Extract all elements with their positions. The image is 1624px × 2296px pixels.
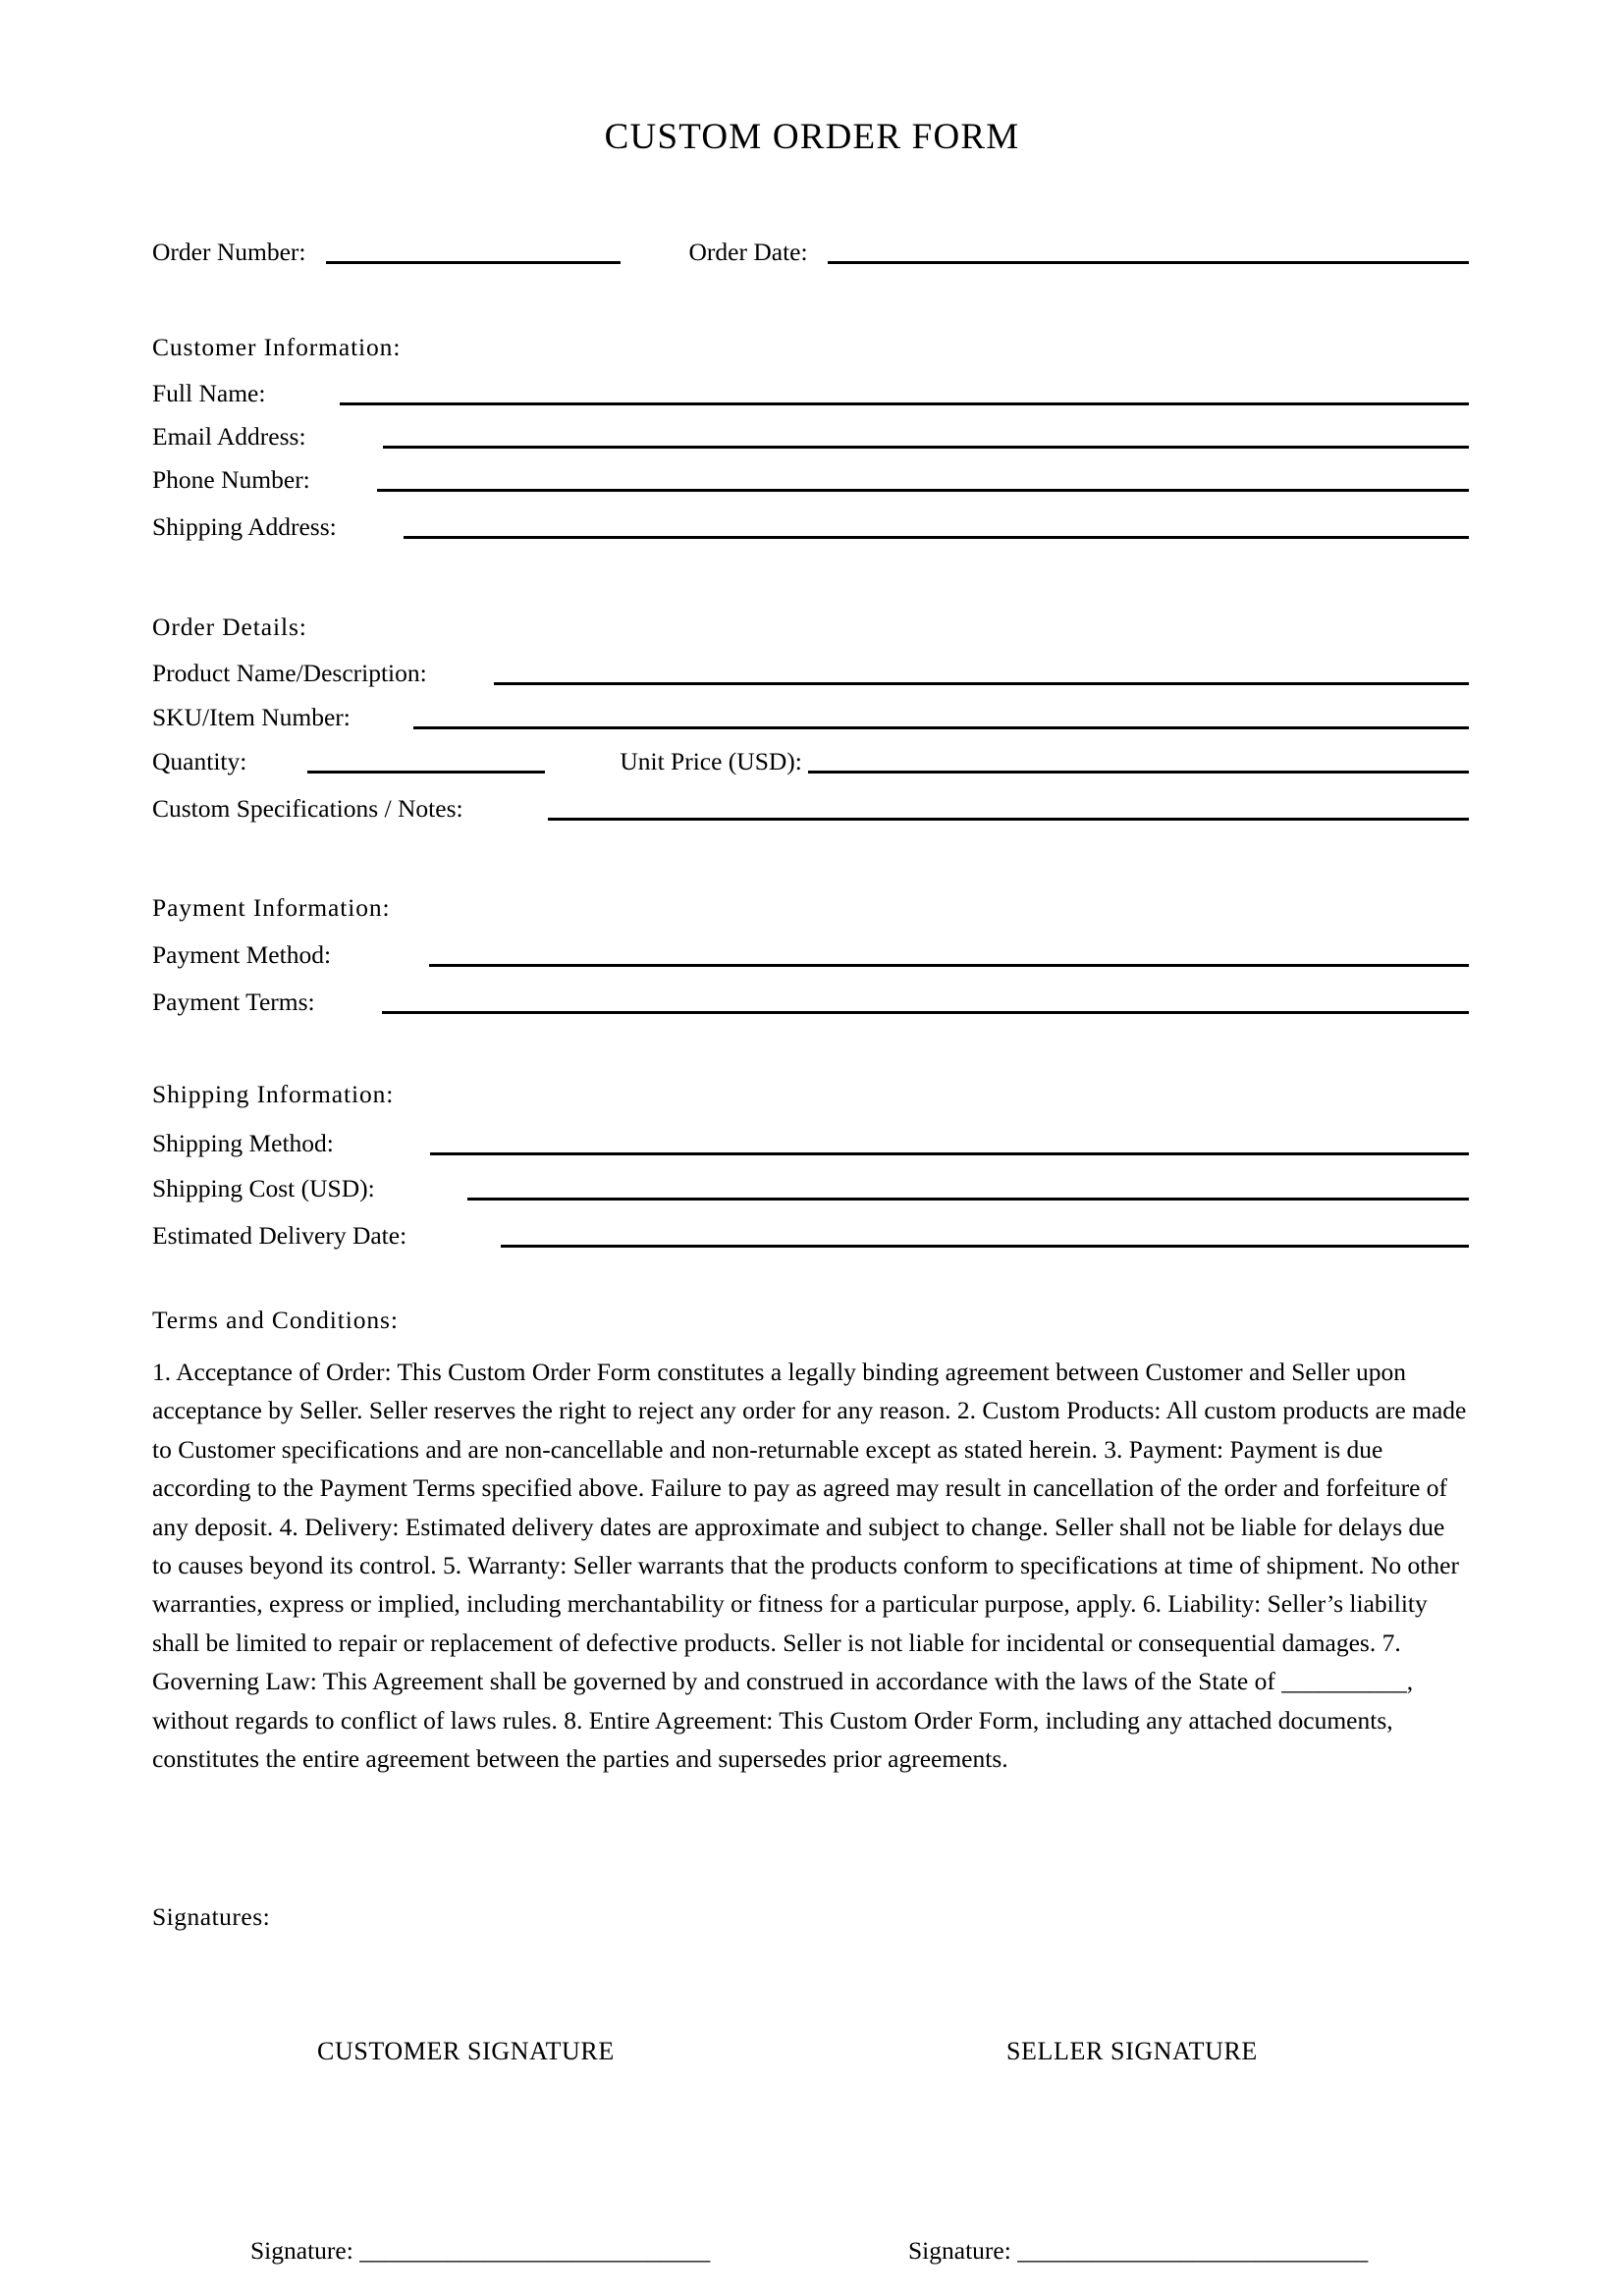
payment-terms-label: Payment Terms:	[152, 988, 315, 1016]
shipping-cost-label: Shipping Cost (USD):	[152, 1174, 375, 1202]
seller-signature-line[interactable]: Signature: ____________________________	[908, 2236, 1369, 2265]
custom-specifications-label: Custom Specifications / Notes:	[152, 794, 463, 823]
seller-signature-caption: SELLER SIGNATURE	[1006, 2037, 1258, 2065]
shipping-address-label: Shipping Address:	[152, 512, 337, 541]
signature-lines	[152, 2236, 1469, 2275]
email-address-row	[152, 406, 1469, 452]
shipping-address-input-line[interactable]	[404, 535, 1469, 539]
customer-information-heading: Customer Information:	[152, 333, 402, 361]
product-name-row	[152, 643, 1469, 688]
order-date-label: Order Date:	[688, 238, 808, 266]
shipping-information-heading: Shipping Information:	[152, 1080, 395, 1108]
full-name-label: Full Name:	[152, 379, 266, 407]
phone-number-input-line[interactable]	[377, 488, 1469, 492]
payment-terms-input-line[interactable]	[382, 1010, 1469, 1014]
full-name-row	[152, 363, 1469, 408]
shipping-cost-row	[152, 1158, 1469, 1203]
order-number-input-line[interactable]	[326, 260, 621, 264]
shipping-method-label: Shipping Method:	[152, 1129, 334, 1157]
customer-signature-line[interactable]: Signature: ____________________________	[250, 2236, 711, 2265]
payment-information-heading: Payment Information:	[152, 893, 391, 922]
estimated-delivery-input-line[interactable]	[501, 1244, 1469, 1248]
shipping-address-row	[152, 497, 1469, 542]
quantity-input-line[interactable]	[307, 770, 545, 774]
order-number-label: Order Number:	[152, 238, 306, 266]
unit-price-label: Unit Price (USD):	[620, 747, 802, 775]
product-name-label: Product Name/Description:	[152, 659, 427, 687]
payment-method-label: Payment Method:	[152, 940, 332, 969]
shipping-cost-input-line[interactable]	[467, 1197, 1469, 1201]
estimated-delivery-label: Estimated Delivery Date:	[152, 1221, 407, 1250]
quantity-label: Quantity:	[152, 747, 247, 775]
page-title: CUSTOM ORDER FORM	[604, 117, 1020, 157]
signature-captions	[152, 2037, 1469, 2072]
terms-and-conditions-body: 1. Acceptance of Order: This Custom Order Form constitutes a legally binding agreement between Customer and Seller upon acceptance by Seller. Seller reserves the right to reject any order for any reason. 2. Custom Products: All custom products are made to Customer specifications and are non-cancellable and non-returnable except as stated herein. 3. Payment: Payment is due according to the Payment Terms specified above. Failure to pay as agreed may result in cancellation of the order and forfeiture of any deposit. 4. Delivery: Estimated delivery dates are approximate and subject to change. Seller shall not be liable for delays due to causes beyond its control. 5. Warranty: Seller warrants that the products conform to specifications at time of shipment. No other warranties, express or implied, including merchantability or fitness for a particular purpose, apply. 6. Liability: Seller’s liability shall be limited to repair or replacement of defective products. Seller is not liable for incidental or consequential damages. 7. Governing Law: This Agreement shall be governed by and construed in accordance with the laws of the State of __________, without regards to conflict of laws rules. 8. Entire Agreement: This Custom Order Form, including any attached documents, constitutes the entire agreement between the parties and supersedes prior agreements.	[152, 1358, 1467, 1774]
email-address-input-line[interactable]	[383, 445, 1469, 449]
phone-number-row	[152, 450, 1469, 495]
sku-row	[152, 687, 1469, 732]
payment-method-input-line[interactable]	[429, 963, 1469, 967]
unit-price-input-line[interactable]	[808, 770, 1469, 774]
phone-number-label: Phone Number:	[152, 465, 310, 494]
payment-method-row	[152, 925, 1469, 970]
customer-signature-caption: CUSTOMER SIGNATURE	[317, 2037, 615, 2065]
terms-and-conditions-heading: Terms and Conditions:	[152, 1306, 399, 1334]
custom-specifications-input-line[interactable]	[548, 817, 1469, 821]
shipping-method-input-line[interactable]	[430, 1151, 1469, 1155]
order-header-row	[152, 222, 1469, 267]
shipping-method-row	[152, 1113, 1469, 1158]
signatures-heading: Signatures:	[152, 1902, 271, 1931]
custom-specifications-row	[152, 778, 1469, 824]
quantity-unit-price-row	[152, 731, 1469, 776]
sku-input-line[interactable]	[413, 725, 1469, 729]
order-details-heading: Order Details:	[152, 613, 307, 641]
payment-terms-row	[152, 972, 1469, 1017]
sku-label: SKU/Item Number:	[152, 703, 351, 731]
email-address-label: Email Address:	[152, 422, 306, 451]
estimated-delivery-row	[152, 1205, 1469, 1251]
product-name-input-line[interactable]	[494, 681, 1469, 685]
full-name-input-line[interactable]	[340, 401, 1469, 405]
order-date-input-line[interactable]	[828, 260, 1469, 264]
